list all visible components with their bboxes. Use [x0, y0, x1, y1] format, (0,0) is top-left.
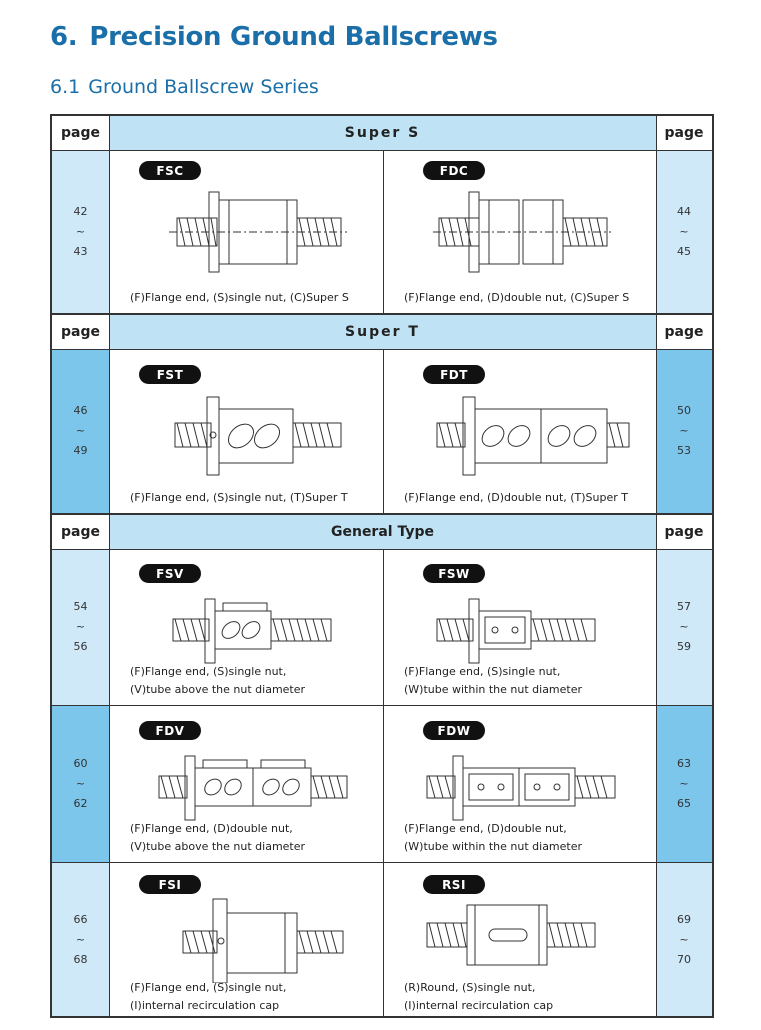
divider: [383, 549, 384, 1016]
page-column-header: page: [656, 315, 712, 349]
page-range-fdw: 63 ~ 65: [656, 706, 712, 862]
model-badge-fdc: FDC: [423, 161, 485, 180]
desc-rsi: (R)Round, (S)single nut, (I)internal recirculation cap: [404, 981, 554, 1012]
model-badge-fsw: FSW: [423, 564, 485, 583]
product-fsw[interactable]: [383, 549, 656, 705]
divider: [52, 349, 712, 350]
fsi-ballscrew-drawing: [179, 883, 349, 983]
divider: [109, 116, 110, 1016]
fsw-ballscrew-drawing: [433, 589, 613, 669]
page-range-fsc: 42 ~ 43: [52, 150, 109, 313]
desc-fst: (F)Flange end, (S)single nut, (T)Super T: [130, 491, 348, 504]
divider: [383, 349, 384, 513]
model-badge-fsv: FSV: [139, 564, 201, 583]
divider: [656, 116, 657, 1016]
page-column-header: page: [52, 515, 109, 549]
ballscrew-series-table: [50, 114, 714, 1018]
model-badge-fsi: FSI: [139, 875, 201, 894]
fdw-ballscrew-drawing: [423, 746, 623, 826]
desc-fsw: (F)Flange end, (S)single nut, (W)tube within the nut diameter: [404, 665, 583, 696]
model-badge-fst: FST: [139, 365, 201, 384]
model-badge-rsi: RSI: [423, 875, 485, 894]
model-badge-fdw: FDW: [423, 721, 485, 740]
divider: [52, 705, 712, 706]
section-header-super-s: Super S: [109, 116, 656, 150]
model-badge-fsc: FSC: [139, 161, 201, 180]
product-fdc[interactable]: [383, 150, 656, 313]
divider: [52, 549, 712, 550]
page-column-header: page: [656, 515, 712, 549]
page-column-header: page: [52, 116, 109, 150]
desc-fsc: (F)Flange end, (S)single nut, (C)Super S: [130, 291, 349, 304]
desc-fdt: (F)Flange end, (D)double nut, (T)Super T: [404, 491, 629, 504]
divider: [383, 150, 384, 313]
product-fst[interactable]: [109, 349, 383, 513]
page-range-fst: 46 ~ 49: [52, 349, 109, 513]
section-header-super-t: Super T: [109, 315, 656, 349]
product-fsv[interactable]: [109, 549, 383, 705]
model-badge-fdv: FDV: [139, 721, 201, 740]
divider: [52, 862, 712, 863]
model-badge-fdt: FDT: [423, 365, 485, 384]
fdt-ballscrew-drawing: [433, 389, 633, 489]
fsc-ballscrew-drawing: [169, 186, 349, 296]
product-fdw[interactable]: [383, 706, 656, 862]
desc-fdc: (F)Flange end, (D)double nut, (C)Super S: [404, 291, 630, 304]
page-range-fdv: 60 ~ 62: [52, 706, 109, 862]
fsv-ballscrew-drawing: [169, 589, 349, 669]
fdc-ballscrew-drawing: [433, 186, 613, 296]
divider: [52, 150, 712, 151]
divider: [52, 513, 712, 515]
page-column-header: page: [656, 116, 712, 150]
page-range-fsv: 54 ~ 56: [52, 549, 109, 705]
section-header-general-type: General Type: [109, 515, 656, 549]
product-fsi[interactable]: [109, 863, 383, 1016]
page-column-header: page: [52, 315, 109, 349]
page-range-fsw: 57 ~ 59: [656, 549, 712, 705]
fst-ballscrew-drawing: [169, 389, 349, 489]
section-subheading: 6.1 Ground Ballscrew Series: [50, 76, 319, 98]
desc-fdw: (F)Flange end, (D)double nut, (W)tube within the nut diameter: [404, 822, 583, 853]
divider: [52, 313, 712, 315]
product-fsc[interactable]: [109, 150, 383, 313]
fdv-ballscrew-drawing: [155, 746, 355, 826]
product-fdv[interactable]: [109, 706, 383, 862]
page-range-fsi: 66 ~ 68: [52, 863, 109, 1016]
page-range-fdc: 44 ~ 45: [656, 150, 712, 313]
desc-fdv: (F)Flange end, (D)double nut, (V)tube above the nut diameter: [130, 822, 306, 853]
rsi-ballscrew-drawing: [423, 899, 603, 979]
desc-fsv: (F)Flange end, (S)single nut, (V)tube above the nut diameter: [130, 665, 306, 696]
desc-fsi: (F)Flange end, (S)single nut, (I)internal recirculation cap: [130, 981, 287, 1012]
page-range-rsi: 69 ~ 70: [656, 863, 712, 1016]
page-range-fdt: 50 ~ 53: [656, 349, 712, 513]
product-fdt[interactable]: [383, 349, 656, 513]
page-heading: 6. Precision Ground Ballscrews: [50, 22, 498, 52]
product-rsi[interactable]: [383, 863, 656, 1016]
